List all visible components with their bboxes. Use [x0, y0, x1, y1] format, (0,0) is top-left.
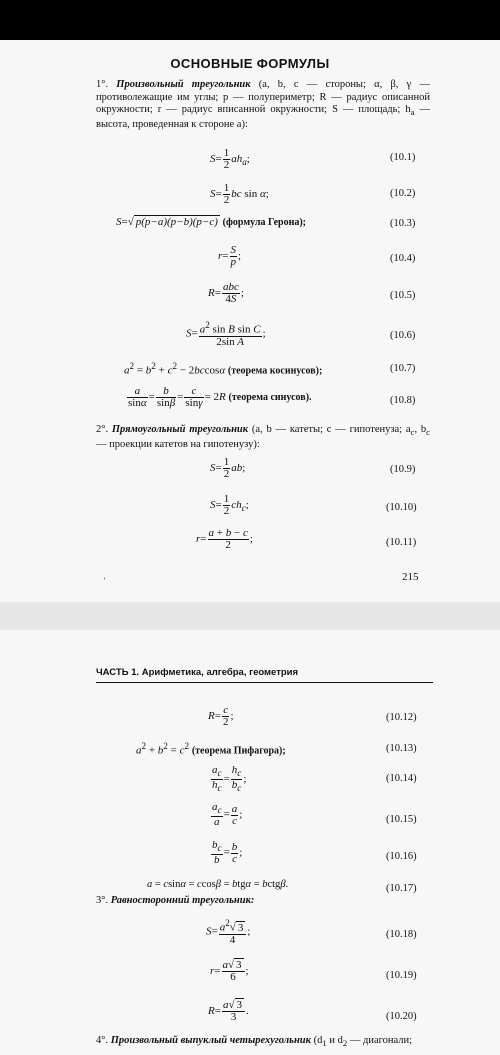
section-4-body-c: — диагонали;: [347, 1035, 413, 1046]
eq-number: (10.4): [390, 253, 416, 264]
eq-number: (10.2): [390, 188, 416, 199]
eq-number: (10.14): [386, 773, 417, 784]
eq-number: (10.9): [390, 464, 416, 475]
section-1-text: [96, 79, 430, 131]
cos-theorem-label: (теорема косинусов);: [227, 365, 323, 377]
eq-number: (10.3): [390, 218, 416, 229]
section-4-body: (d: [310, 1035, 323, 1046]
eq-number: (10.13): [386, 743, 417, 754]
section-2-heading: Прямоугольный треугольник: [111, 424, 249, 435]
eq-number: (10.12): [386, 712, 417, 723]
section-4-text: 4°. Произвольный выпуклый четырехугольник ($d_1$ и $d_2$ — диагонали;: [96, 1035, 413, 1049]
formula-10-13: $a^2 + b^2 = c^2$ (теорема Пифагора);: [136, 741, 286, 757]
formula-10-8: $\frac{a}{\sin\alpha}$ = $\frac{b}{\sin\beta}$ = $\frac{c}{\sin\gamma}$ = 2R (теорема синусов).: [128, 385, 312, 409]
formula-10-5: R= $\frac{\text{abc}}{4S}$ ;: [208, 281, 244, 305]
formula-10-16: $\frac{b_c}{b}$ = $\frac{b}{c}$ ;: [212, 839, 243, 867]
eq-number: (10.11): [386, 537, 417, 548]
sin-theorem-label: (теорема синусов).: [228, 392, 312, 404]
section-1-body-end: — высота, проведенная к стороне a):: [96, 104, 431, 130]
formula-10-3: S=√ p(p−a)(p−b)(p−c) (формула Герона);: [116, 216, 307, 228]
formula-10-17: a = csinα = ccosβ = btgα = bctgβ.: [147, 879, 289, 890]
section-2-text: 2°. Прямоугольный треугольник (a, b — катеты; c — гипотенуза; $a_c$, $b_c$ — проекции катетов на гипотенузу):: [96, 424, 431, 450]
formula-10-1: S= $\frac{1}{2}$ $ah_a$;: [210, 147, 250, 171]
eq-number: (10.7): [390, 363, 416, 374]
section-3-number: 3°.: [96, 895, 109, 906]
section-1-sub: a: [410, 107, 415, 118]
section-1-number: 1°.: [96, 79, 109, 90]
formula-10-6: S= $\frac{a^2 \sin B \sin C}{\text{2sin A}}$ ;: [186, 320, 266, 348]
eq-number: (10.20): [386, 1011, 417, 1022]
eq-number: (10.15): [386, 814, 417, 825]
section-1-heading: Произвольный треугольник: [116, 79, 251, 90]
formula-10-14: $\frac{a_c}{h_c}$ = $\frac{h_c}{b_c}$ ;: [212, 764, 247, 794]
section-3-text: [96, 895, 430, 908]
formula-10-10: S= $\frac{1}{2}$ $ch_c$;: [210, 493, 249, 517]
formula-10-11: r= $\frac{a + b - c}{2}$ ;: [196, 527, 253, 551]
formula-10-9: S= $\frac{1}{2}$ ab;: [210, 456, 246, 480]
formula-10-18: S= $\frac{a^2√ 3}{4}$ ;: [206, 918, 251, 946]
section-2-body: (a, b — катеты; c — гипотенуза; a: [248, 424, 411, 435]
formula-10-20: R= $\frac{a√ 3}{3}$ .: [208, 999, 249, 1023]
running-header: ЧАСТЬ 1. Арифметика, алгебра, геометрия: [96, 667, 433, 683]
eq-number: (10.5): [390, 290, 416, 301]
section-2-body-c: — проекции катетов на гипотенузу):: [96, 438, 260, 450]
pythagoras-label: (теорема Пифагора);: [191, 745, 286, 757]
page-gap: [0, 602, 500, 630]
eq-number: (10.16): [386, 851, 417, 862]
geron-label: (формула Герона);: [222, 217, 307, 228]
formula-10-12: R= $\frac{c}{2}$ ;: [208, 704, 234, 728]
formula-10-2: S= $\frac{1}{2}$ bc sin α;: [210, 182, 269, 206]
page-215: [0, 40, 500, 602]
page-number: 215: [402, 571, 419, 583]
section-4-number: 4°.: [96, 1035, 109, 1046]
formula-10-7: $a^2 = b^2 + c^2 - 2bccos\alpha$ (теорема косинусов);: [124, 361, 323, 377]
page-216: [0, 630, 500, 1055]
formula-10-19: r= $\frac{a√ 3}{6}$ ;: [210, 959, 249, 983]
section-2-number: 2°.: [96, 424, 109, 435]
page-title: ОСНОВНЫЕ ФОРМУЛЫ: [170, 56, 330, 71]
section-1-body: (a, b, c — стороны; α, β, γ — противолежащие им углы; p — полупериметр; R — радиус описанной окружности; r — радиус вписанной окружности; S — площадь; h: [96, 79, 430, 115]
section-4-heading: Произвольный выпуклый четырехугольник: [110, 1035, 311, 1046]
eq-number: (10.17): [386, 883, 417, 894]
top-bar: [0, 0, 500, 40]
scan-mark: ʼ: [103, 576, 106, 586]
section-3-heading: Равносторонний треугольник:: [110, 895, 255, 906]
section-2-body-b: , b: [414, 424, 427, 435]
eq-number: (10.8): [390, 395, 416, 406]
eq-number: (10.10): [386, 502, 417, 513]
section-4-body-b: и d: [326, 1035, 343, 1046]
eq-number: (10.1): [390, 152, 416, 163]
eq-number: (10.6): [390, 330, 416, 341]
eq-number: (10.18): [386, 929, 417, 940]
formula-10-4: r= $\frac{S}{p}$ ;: [218, 244, 242, 268]
eq-number: (10.19): [386, 970, 417, 981]
formula-10-15: $\frac{a_c}{a}$ = $\frac{a}{c}$ ;: [212, 801, 243, 829]
